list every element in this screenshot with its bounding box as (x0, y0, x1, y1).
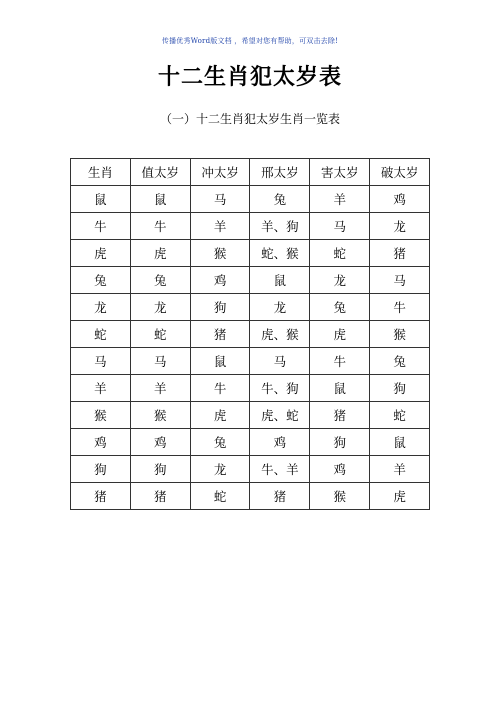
table-cell: 猴 (310, 483, 370, 510)
table-header (71, 159, 430, 186)
table-cell: 虎、猴 (250, 321, 310, 348)
table-cell: 鸡 (250, 429, 310, 456)
table-row (71, 213, 430, 240)
table-cell: 猪 (190, 321, 250, 348)
table-cell: 蛇 (370, 402, 430, 429)
table-cell: 牛 (190, 375, 250, 402)
table-cell: 鸡 (71, 429, 131, 456)
table-cell: 龙 (250, 294, 310, 321)
table-row (71, 402, 430, 429)
table-cell: 猪 (130, 483, 190, 510)
table-row (71, 348, 430, 375)
table-cell: 狗 (310, 429, 370, 456)
table-cell: 马 (130, 348, 190, 375)
table-cell: 蛇 (130, 321, 190, 348)
header-cell-zhi-taisui: 值太岁 (130, 159, 190, 186)
table-cell: 猪 (370, 240, 430, 267)
table-cell: 虎 (370, 483, 430, 510)
table-row (71, 186, 430, 213)
table-cell: 鸡 (310, 456, 370, 483)
table-row (71, 321, 430, 348)
table-row (71, 375, 430, 402)
table-cell: 龙 (310, 267, 370, 294)
header-row (71, 159, 430, 186)
table-cell: 猪 (250, 483, 310, 510)
table-body (71, 186, 430, 510)
table-row (71, 456, 430, 483)
table-cell: 蛇 (71, 321, 131, 348)
table-cell: 牛 (310, 348, 370, 375)
table-cell: 虎 (71, 240, 131, 267)
table-cell: 鸡 (370, 186, 430, 213)
table-cell: 猴 (71, 402, 131, 429)
table-cell: 羊 (130, 375, 190, 402)
table-row (71, 429, 430, 456)
table-cell: 牛 (130, 213, 190, 240)
table-cell: 猴 (130, 402, 190, 429)
header-cell-chong-taisui: 冲太岁 (190, 159, 250, 186)
header-cell-hai-taisui: 害太岁 (310, 159, 370, 186)
document-title: 十二生肖犯太岁表 (157, 64, 342, 90)
table-cell: 牛、羊 (250, 456, 310, 483)
table-cell: 狗 (370, 375, 430, 402)
table-cell: 马 (71, 348, 131, 375)
header-cell-po-taisui: 破太岁 (370, 159, 430, 186)
table-subtitle: （一）十二生肖犯太岁生肖一览表 (159, 112, 340, 126)
table-row (71, 294, 430, 321)
table-cell: 羊 (310, 186, 370, 213)
table-cell: 羊 (71, 375, 131, 402)
table-cell: 鼠 (310, 375, 370, 402)
table-cell: 狗 (130, 456, 190, 483)
header-note: 传播优秀Word版文档 ，希望对您有帮助，可双击去除! (161, 37, 339, 45)
table-cell: 鸡 (190, 267, 250, 294)
table-cell: 兔 (310, 294, 370, 321)
table-cell: 龙 (71, 294, 131, 321)
table-cell: 牛 (71, 213, 131, 240)
table-cell: 蛇 (310, 240, 370, 267)
table-cell: 兔 (190, 429, 250, 456)
table-cell: 兔 (370, 348, 430, 375)
table-cell: 鼠 (370, 429, 430, 456)
table-cell: 兔 (130, 267, 190, 294)
table-cell: 鼠 (250, 267, 310, 294)
table-cell: 虎 (190, 402, 250, 429)
table-row (71, 267, 430, 294)
table-cell: 虎 (310, 321, 370, 348)
table-row (71, 240, 430, 267)
table-cell: 狗 (71, 456, 131, 483)
table-cell: 羊、狗 (250, 213, 310, 240)
table-cell: 鼠 (190, 348, 250, 375)
table-cell: 马 (250, 348, 310, 375)
table-cell: 龙 (370, 213, 430, 240)
table-cell: 龙 (130, 294, 190, 321)
table-cell: 牛、狗 (250, 375, 310, 402)
table-cell: 蛇、猴 (250, 240, 310, 267)
table-cell: 马 (310, 213, 370, 240)
table-cell: 虎 (130, 240, 190, 267)
table-cell: 蛇 (190, 483, 250, 510)
table-cell: 龙 (190, 456, 250, 483)
table-cell: 猴 (190, 240, 250, 267)
table-cell: 狗 (190, 294, 250, 321)
table-cell: 猴 (370, 321, 430, 348)
table-cell: 鸡 (130, 429, 190, 456)
table-cell: 鼠 (71, 186, 131, 213)
table-cell: 羊 (190, 213, 250, 240)
header-cell-xing-taisui: 邢太岁 (250, 159, 310, 186)
zodiac-taisui-table (70, 158, 430, 510)
table-cell: 鼠 (130, 186, 190, 213)
table-row (71, 483, 430, 510)
table-cell: 牛 (370, 294, 430, 321)
table-cell: 马 (190, 186, 250, 213)
table-cell: 兔 (250, 186, 310, 213)
table-cell: 虎、蛇 (250, 402, 310, 429)
table-cell: 兔 (71, 267, 131, 294)
header-cell-zodiac: 生肖 (71, 159, 131, 186)
table-cell: 羊 (370, 456, 430, 483)
table-cell: 猪 (71, 483, 131, 510)
table-cell: 马 (370, 267, 430, 294)
table-cell: 猪 (310, 402, 370, 429)
